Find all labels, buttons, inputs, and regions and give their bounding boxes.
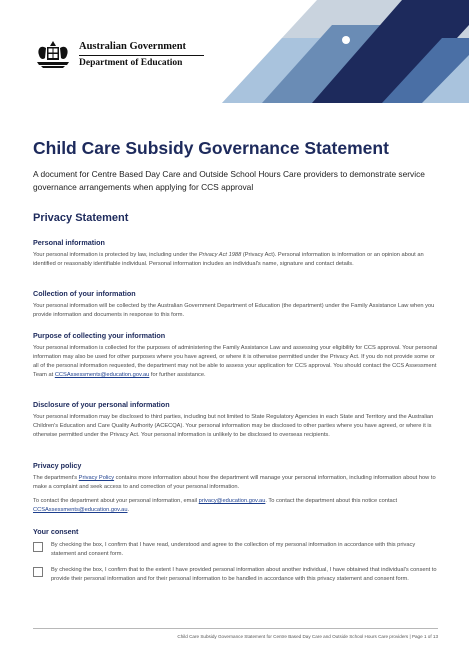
section-heading: Collection of your information	[33, 289, 136, 298]
section-heading: Disclosure of your personal information	[33, 400, 170, 409]
section-heading: Your consent	[33, 527, 79, 536]
consent-text-1: By checking the box, I confirm that I have read, understood and agree to the collection of my personal information in accordance with this privacy statement and consent form.	[51, 542, 416, 557]
privacy-email-link[interactable]: privacy@education.gov.au	[198, 497, 266, 504]
consent-checkbox-2[interactable]	[33, 567, 43, 577]
section-purpose	[33, 331, 438, 380]
section-privacy-policy	[33, 461, 438, 515]
consent-item-2	[33, 566, 438, 584]
consent-text-2: By checking the box, I confirm that to the extent I have provided personal information about another individual, I have obtained that individual's consent to provide their personal information and for their personal information to be handled in accordance with this privacy statement and consent form.	[51, 567, 437, 582]
logo-divider	[79, 55, 204, 56]
section-text: To contact the department about your personal information, email privacy@education.gov.au. To contact the department about this notice contact CCSAssessments@education.gov.au.	[33, 497, 398, 513]
department-name: Department of Education	[79, 58, 183, 68]
government-logo	[33, 38, 204, 72]
ccs-assessments-email-link[interactable]: CCSAssessments@education.gov.au	[33, 506, 128, 513]
footer-divider	[33, 628, 438, 629]
document-title: Child Care Subsidy Governance Statement	[33, 138, 389, 158]
section-heading: Personal information	[33, 238, 105, 247]
page-header	[0, 0, 469, 103]
section-heading: Purpose of collecting your information	[33, 331, 166, 340]
section-text: Your personal information will be collected by the Australian Government Department of Education (the department) under the Family Assistance Law when you provide information and documents in response to this form.	[33, 303, 435, 318]
document-subtitle: A document for Centre Based Day Care and Outside School Hours Care providers to demonstrate service governance arrangements when applying for CCS approval	[33, 169, 425, 192]
section-text: The department's Privacy Policy contains more information about how the department will manage your personal information, including information about how to make a complaint and seek access to and correction of your personal information.	[33, 475, 436, 490]
header-decorative-band	[222, 0, 469, 103]
consent-item-1	[33, 541, 438, 559]
page-footer: Child Care Subsidy Governance Statement for Centre Based Day Care and Outside School Hours Care providers | Page 1 of 13	[177, 634, 438, 639]
privacy-policy-link[interactable]: Privacy Policy	[78, 475, 115, 481]
section-personal-information	[33, 238, 438, 269]
coat-of-arms-icon	[33, 38, 73, 72]
section-text: Your personal information is collected for the purposes of administering the Family Assistance Law and assessing your eligibility for CCS approval. Your personal information may also be used for other purposes where you have agreed, or where it is otherwise permitted under the Privacy Act. If you do not provide some or all of the personal information requested, the department may not be able to assess your application for CCS approval. You should contact the CCS Assessment Team at CCSAssessments@education.gov.au for further assistance.	[33, 345, 438, 378]
section-heading: Privacy policy	[33, 461, 82, 470]
privacy-statement-title: Privacy Statement	[33, 212, 129, 224]
section-collection	[33, 289, 438, 320]
consent-checkbox-1[interactable]	[33, 542, 43, 552]
government-name: Australian Government	[79, 41, 187, 52]
section-consent	[33, 527, 438, 540]
section-disclosure	[33, 400, 438, 440]
section-text: Your personal information is protected by law, including under the Privacy Act 1988 (Privacy Act). Personal information is information or an opinion about an identified or reasonably identifiable individual. Personal information includes an individual's name, signature and contact details.	[33, 252, 424, 267]
section-text: Your personal information may be disclosed to third parties, including but not limited to State Regulatory Agencies in each State and Territory and the Australian Children's Education and Care Quality Authority (ACECQA). Your personal information may be disclosed to other parties where you have agreed, or where it is otherwise permitted under the Privacy Act. Your personal information is unlikely to be disclosed to overseas recipients.	[33, 414, 434, 438]
ccs-assessments-email-link[interactable]: CCSAssessments@education.gov.au	[54, 371, 150, 378]
